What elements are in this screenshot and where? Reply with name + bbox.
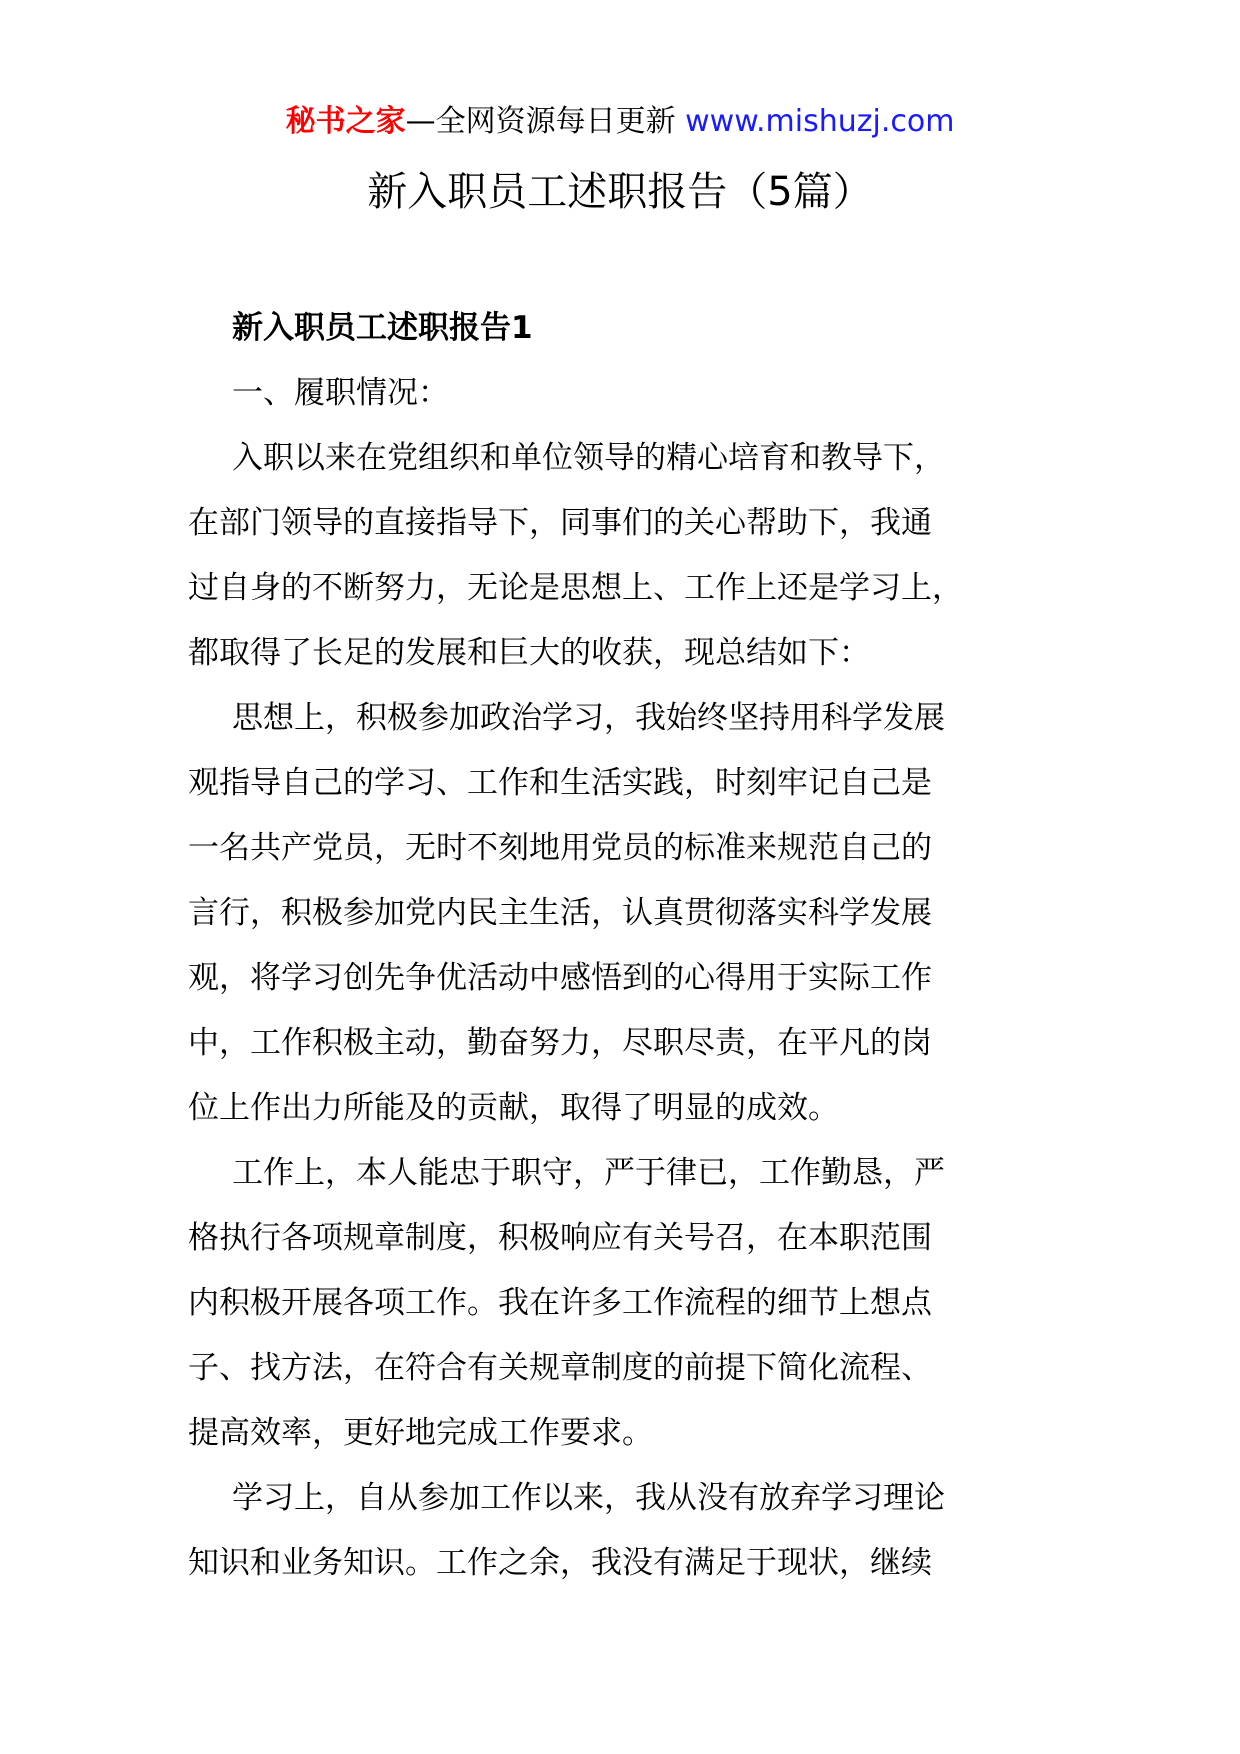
site-header [0, 100, 1240, 144]
section-heading: 新入职员工述职报告1 [232, 310, 533, 346]
document-title: 新入职员工述职报告（5篇） [367, 169, 873, 215]
paragraph-line: 格执行各项规章制度，积极响应有关号召，在本职范围 [188, 1220, 932, 1256]
paragraph-line: 一名共产党员，无时不刻地用党员的标准来规范自己的 [188, 830, 932, 866]
paragraph-line: 入职以来在党组织和单位领导的精心培育和教导下， [232, 440, 945, 476]
subheading: 一、履职情况： [232, 375, 449, 411]
paragraph-line: 提高效率，更好地完成工作要求。 [188, 1415, 653, 1451]
paragraph-line: 在部门领导的直接指导下，同事们的关心帮助下，我通 [188, 505, 932, 541]
site-slogan: —全网资源每日更新 [405, 104, 686, 139]
paragraph-line: 都取得了长足的发展和巨大的收获，现总结如下： [188, 635, 870, 671]
paragraph-line: 位上作出力所能及的贡献，取得了明显的成效。 [188, 1090, 839, 1126]
paragraph-line: 子、找方法，在符合有关规章制度的前提下简化流程、 [188, 1350, 932, 1386]
paragraph-line: 中，工作积极主动，勤奋努力，尽职尽责，在平凡的岗 [188, 1025, 932, 1061]
paragraph-line: 工作上，本人能忠于职守，严于律已，工作勤恳，严 [232, 1155, 945, 1191]
paragraph-line: 言行，积极参加党内民主生活，认真贯彻落实科学发展 [188, 895, 932, 931]
site-url-link[interactable]: www.mishuzj.com [685, 104, 955, 139]
document-body [188, 296, 1048, 1596]
site-brand: 秘书之家 [285, 104, 406, 139]
paragraph-line: 知识和业务知识。工作之余，我没有满足于现状，继续 [188, 1545, 932, 1581]
paragraph-line: 思想上，积极参加政治学习，我始终坚持用科学发展 [232, 700, 945, 736]
paragraph-line: 观指导自己的学习、工作和生活实践，时刻牢记自己是 [188, 765, 932, 801]
paragraph-line: 过自身的不断努力，无论是思想上、工作上还是学习上， [188, 570, 963, 606]
paragraph-line: 学习上，自从参加工作以来，我从没有放弃学习理论 [232, 1480, 945, 1516]
paragraph-line: 观，将学习创先争优活动中感悟到的心得用于实际工作 [188, 960, 932, 996]
paragraph-line: 内积极开展各项工作。我在许多工作流程的细节上想点 [188, 1285, 932, 1321]
